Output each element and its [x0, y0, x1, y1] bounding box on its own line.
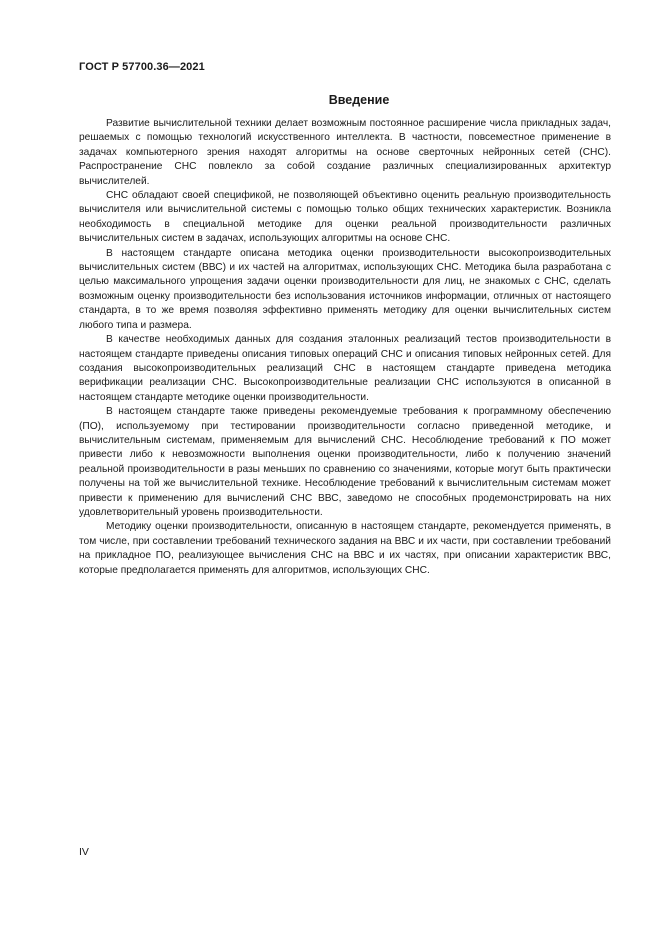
section-title: Введение [328, 93, 390, 107]
paragraph-2: СНС обладают своей спецификой, не позволяющей объективно оценить реальную производительность вычислителя или вычислительной системы с помощью только общих технических характеристик. Возникла необходимость в специальной методике для оценки реальной производительности различных вычислительных систем в задачах, использующих алгоритмы на основе СНС. [79, 190, 611, 245]
document-header-standard-id: ГОСТ Р 57700.36—2021 [79, 61, 205, 73]
paragraph-6: Методику оценки производительности, описанную в настоящем стандарте, рекомендуется применять, в том числе, при составлении требований технического задания на ВВС и их части, при составлении требований на прикладное ПО, реализующее вычисления СНС на ВВС и их частях, при описании характеристик ВВС, которые предполагается применять для алгоритмов, использующих СНС. [79, 521, 611, 576]
paragraph-4: В качестве необходимых данных для создания эталонных реализаций тестов производительности в настоящем стандарте приведены описания типовых операций СНС и описания типовых нейронных сетей. Для создания высокопроизводительных реализаций СНС в настоящем стандарте приведена методика верификации реализации СНС. Высокопроизводительные реализации СНС используются в описанной в настоящем стандарте методике оценки производительности. [79, 334, 611, 403]
paragraph-1: Развитие вычислительной техники делает возможным постоянное расширение числа прикладных задач, решаемых с помощью технологий искусственного интеллекта. В частности, повсеместное применение в задачах компьютерного зрения находят алгоритмы на основе сверточных нейронных сетей (СНС). Распространение СНС повлекло за собой создание различных специализированных архитектур вычислителей. [79, 118, 611, 187]
paragraph-3: В настоящем стандарте описана методика оценки производительности высокопроизводительных вычислительных систем (ВВС) и их частей на алгоритмах, использующих СНС. Методика была разработана с целью максимального упрощения задачи оценки производительности для лиц, не знакомых с СНС, сделать возможным оценку производительности без использования источников информации, отличных от настоящего стандарта, в то же время позволяя эффективно применять методику для оценки вычислительных систем любого типа и размера. [79, 247, 611, 331]
body-text [79, 117, 611, 578]
page-number: IV [79, 846, 89, 858]
paragraph-5: В настоящем стандарте также приведены рекомендуемые требования к программному обеспечению (ПО), используемому при тестировании производительности согласно приведенной методике, и вычислительным системам, применяемым для вычислений СНС. Несоблюдение требований к ПО может привести либо к невозможности выполнения оценки производительности, либо к получению значений реальной производительности в разы меньших по сравнению со значениями, которые могут быть практически получены на той же вычислительной технике. Несоблюдение требований к вычислительным системам может привести к применению для вычислений СНС ВВС, заведомо не способных продемонстрировать на них удовлетворительный уровень производительности. [79, 406, 611, 518]
